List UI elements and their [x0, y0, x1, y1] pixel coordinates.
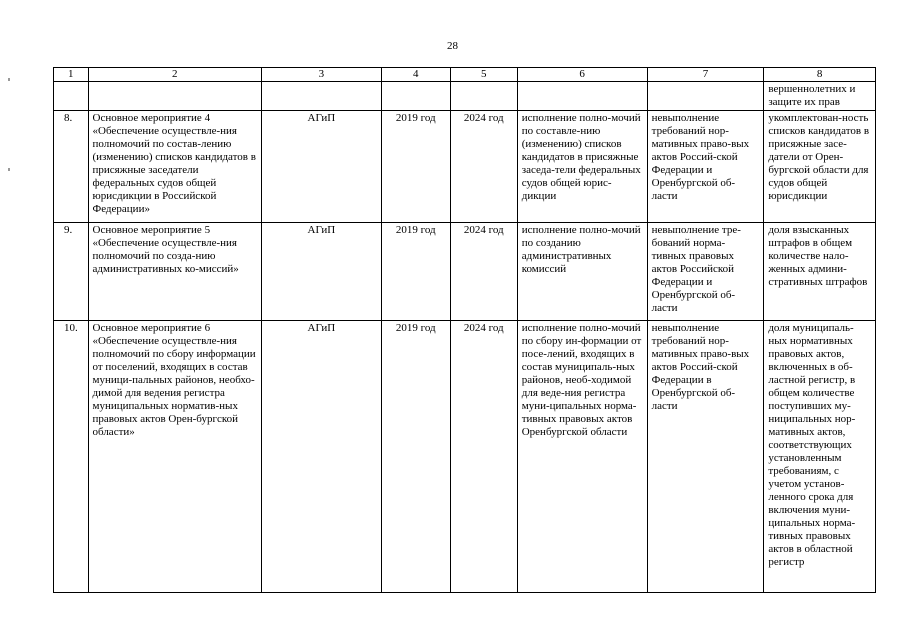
continuation-row	[54, 82, 876, 111]
start-year-cell: 2019 год	[381, 321, 450, 593]
consequence-cell: невыполнение требований нор-мативных право-вых актов Россий-ской Федерации в Оренбургской об-ласти	[647, 321, 764, 593]
measures-table	[53, 67, 876, 593]
end-year-cell: 2024 год	[450, 223, 517, 321]
indicator-cell: доля муниципаль-ных нормативных правовых актов, включенных в об-ластной регистр, в общем количестве поступивших му-ниципальных нор-мативных актов, соответствующих установленным требованиям, с учетом установ-ленного срока для включения муни-ципальных норма-тивных правовых актов в областной регистр	[764, 321, 876, 593]
row-number: 10.	[54, 321, 89, 593]
executor-cell: АГиП	[262, 111, 382, 223]
column-header: 2	[88, 68, 262, 82]
indicator-cell: вершеннолетних и защите их прав	[764, 82, 876, 111]
start-year-cell: 2019 год	[381, 223, 450, 321]
end-year-cell: 2024 год	[450, 321, 517, 593]
event-cell: Основное мероприятие 5 «Обеспечение осуществле-ния полномочий по созда-нию административных ко-миссий»	[88, 223, 262, 321]
table-row	[54, 111, 876, 223]
event-cell: Основное мероприятие 6 «Обеспечение осуществле-ния полномочий по сбору информации от поселений, входящих в состав муници-пальных районов, необхо-димой для ведения регистра муниципальных норматив-ных правовых актов Орен-бургской области»	[88, 321, 262, 593]
header-row	[54, 68, 876, 82]
result-cell: исполнение полно-мочий по созданию административных комиссий	[517, 223, 647, 321]
indicator-cell: доля взысканных штрафов в общем количестве нало-женных админи-стративных штрафов	[764, 223, 876, 321]
indicator-cell: укомплектован-ность списков кандидатов в присяжные засе-датели от Орен-бургской области для судов общей юрисдикции	[764, 111, 876, 223]
scan-edge-mark	[8, 78, 10, 81]
start-year-cell: 2019 год	[381, 111, 450, 223]
column-header: 6	[517, 68, 647, 82]
column-header: 8	[764, 68, 876, 82]
column-header: 4	[381, 68, 450, 82]
row-number: 9.	[54, 223, 89, 321]
scan-edge-mark	[8, 168, 10, 171]
column-header: 7	[647, 68, 764, 82]
executor-cell: АГиП	[262, 321, 382, 593]
consequence-cell: невыполнение требований нор-мативных право-вых актов Россий-ской Федерации и Оренбургской об-ласти	[647, 111, 764, 223]
executor-cell: АГиП	[262, 223, 382, 321]
column-header: 5	[450, 68, 517, 82]
event-cell: Основное мероприятие 4 «Обеспечение осуществле-ния полномочий по состав-лению (изменению) списков кандидатов в присяжные заседатели федеральных судов общей юрисдикции в Российской Федерации»	[88, 111, 262, 223]
page-number: 28	[447, 40, 458, 52]
result-cell: исполнение полно-мочий по сбору ин-формации от посе-лений, входящих в состав муниципаль-ных районов, необ-ходимой для веде-ния регистра муни-ципальных норма-тивных правовых актов Оренбургской области	[517, 321, 647, 593]
result-cell: исполнение полно-мочий по составле-нию (изменению) списков кандидатов в присяжные заседа-тели федеральных судов общей юрис-дикции	[517, 111, 647, 223]
table-row	[54, 321, 876, 593]
column-header: 3	[262, 68, 382, 82]
end-year-cell: 2024 год	[450, 111, 517, 223]
table-row	[54, 223, 876, 321]
column-header: 1	[54, 68, 89, 82]
row-number: 8.	[54, 111, 89, 223]
consequence-cell: невыполнение тре-бований норма-тивных правовых актов Российской Федерации и Оренбургской об-ласти	[647, 223, 764, 321]
